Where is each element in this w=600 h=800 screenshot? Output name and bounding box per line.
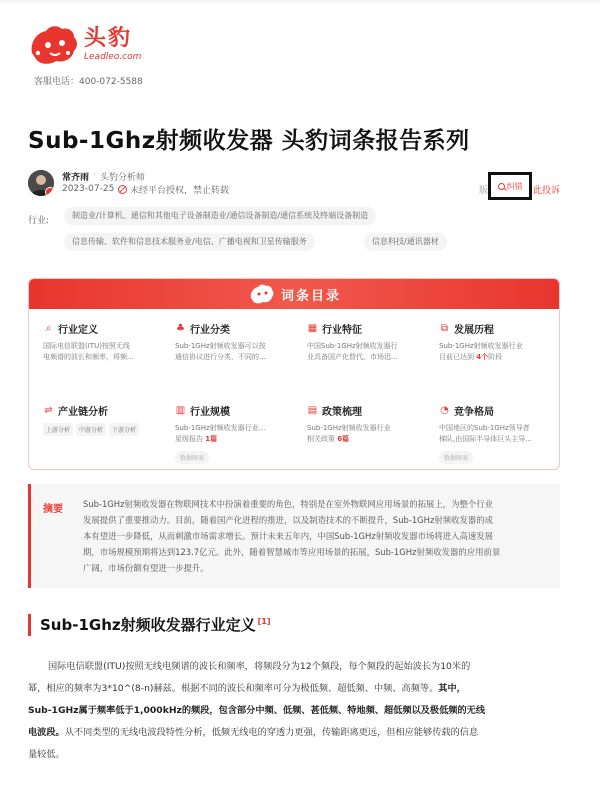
page-title: Sub-1Ghz射频收发器 头豹词条报告系列 <box>28 128 470 154</box>
midstream-tag[interactable]: 中游分析 <box>76 423 106 436</box>
section-title: Sub-1Ghz射频收发器行业定义 [1] <box>40 616 271 634</box>
catalog-item-title: 行业规模 <box>190 407 230 418</box>
correction-label: 纠错 <box>506 181 523 191</box>
reference-marker[interactable]: [1] <box>257 617 271 626</box>
policy-count: 6篇 <box>337 435 350 443</box>
catalog-item-policy[interactable] <box>307 403 425 445</box>
section-accent-bar <box>28 614 31 636</box>
catalog-title: 词条目录 <box>280 288 341 304</box>
correction-button[interactable] <box>488 172 532 200</box>
leopard-logo-icon <box>28 23 80 67</box>
ban-icon <box>118 185 127 194</box>
org-chart-icon: ♣ <box>176 323 185 334</box>
top-divider <box>0 0 600 3</box>
author-role: 头豹分析师 <box>100 173 146 183</box>
grid-icon: ▦ <box>307 323 318 334</box>
action-prefix-text: 版 <box>479 186 489 196</box>
catalog-item-title: 政策梳理 <box>322 407 362 418</box>
complaint-link[interactable]: 此投诉 <box>533 186 561 196</box>
catalog-item-desc: Sub-1GHz射频收发器行业 相关政策 6篇 <box>307 424 391 443</box>
data-chart-chip[interactable]: 数据图表 <box>439 451 473 464</box>
abstract-label: 摘要 <box>43 504 63 515</box>
catalog-item-title: 行业分类 <box>190 325 230 336</box>
timeline-icon: ⧉ <box>440 323 449 334</box>
catalog-item-history[interactable] <box>439 321 557 363</box>
catalog-item-chain[interactable] <box>43 403 161 436</box>
industry-tag[interactable]: 制造业/计算机、通信和其他电子设备制造业/通信设备制造/通信系统及终端设备制造 <box>64 207 376 225</box>
leadleo-logo[interactable] <box>28 20 158 70</box>
verified-badge-icon <box>45 187 54 196</box>
catalog-item-title: 发展历程 <box>454 325 494 336</box>
catalog-item-features[interactable] <box>307 321 425 363</box>
catalog-item-title: 产业链分析 <box>58 407 108 418</box>
chain-icon: ⇌ <box>44 405 53 416</box>
logo-domain: Leadleo.com <box>84 52 142 62</box>
catalog-item-desc: 中国Sub-1GHz射频收发器行 业具备国产化替代、市场迅... <box>307 342 398 361</box>
abstract-text: Sub-1GHz射频收发器在物联网技术中扮演着重要的角色，特别是在室外物联网应用场景的拓展上，为整个行业 发展提供了重要推动力。目前，随着国产化进程的推进，以及制造技术的不断提升，Sub-1GHz射频收发器的成 本有望进一步降低，从而刺激市场需求增长。预计未来五年内，中国Sub-1GHz射频收发器市场将进入高速发展 期，市场规模预期将达到123.7亿元。此外，随着智慧城市等应用场景的拓展，Sub-1GHz射频收发器的应用前景 广阔，市场份额有望进一步提升。 <box>83 499 501 573</box>
definition-paragraph: 国际电信联盟(ITU)按照无线电频谱的波长和频率，将频段分为12个频段，每个频段的起始波长为10米的 幂，相应的频率为3*10^(8-n)赫兹。根据不同的波长和频率可分为极低频、超低频、中频、高频等。其中， Sub-1GHz属于频率低于1,000kHz的频段，包含部分中频、低频、甚低频、特地频、超低频以及极低频的无线 电波段。从不同类型的无线电波段特性分析，低频无线电的穿透力更强，传输距离更远，但相应能够传载的信息 量较低。 <box>28 661 486 760</box>
stage-count: 4个 <box>476 353 489 361</box>
repost-notice <box>118 183 229 196</box>
data-chart-chip[interactable]: 数据图表 <box>175 451 209 464</box>
author-separator: · <box>93 170 96 180</box>
search-doc-icon: ⌕ <box>45 323 52 334</box>
magnifier-icon <box>498 183 505 190</box>
policy-icon: ▤ <box>307 405 318 416</box>
catalog-item-title: 行业特征 <box>322 325 362 336</box>
author-avatar[interactable] <box>28 170 54 196</box>
upstream-tag[interactable]: 上游分析 <box>43 423 73 436</box>
catalog-item-desc: 中国地区的Sub-1GHz领导者 梯队,由国际半导体巨头主导... <box>439 424 532 443</box>
catalog-card <box>28 278 560 470</box>
catalog-item-competition[interactable] <box>439 403 557 464</box>
author-name[interactable]: 常齐雨 <box>62 173 90 183</box>
catalog-item-desc: 国际电信联盟(ITU)按照无线 电频谱的波长和频率，将频... <box>43 342 134 361</box>
report-count: 1篇 <box>205 435 218 443</box>
industry-tag[interactable]: 信息科技/通讯器材 <box>364 233 447 251</box>
publish-date: 2023-07-25 <box>62 184 115 194</box>
logo-chinese-name: 头豹 <box>84 26 133 51</box>
catalog-header <box>29 279 560 309</box>
industry-label: 行业: <box>28 216 50 226</box>
leopard-mark-icon <box>249 283 275 305</box>
catalog-item-scale[interactable] <box>175 403 293 464</box>
customer-hotline: 客服电话：400-072-5588 <box>34 77 143 87</box>
pie-chart-icon: ◔ <box>440 405 449 416</box>
catalog-item-title: 行业定义 <box>58 325 98 336</box>
catalog-item-classification[interactable] <box>175 321 293 363</box>
industry-tag[interactable]: 信息传输、软件和信息技术服务业/电信、广播电视和卫星传输服务 <box>64 233 315 251</box>
catalog-item-desc: Sub-1GHz射频收发器可以按 通信协议进行分类，不同的... <box>175 342 266 361</box>
catalog-item-title: 竞争格局 <box>454 407 494 418</box>
catalog-item-desc: Sub-1GHz射频收发器行业... 星级报告 1篇 <box>175 424 266 443</box>
catalog-item-definition[interactable] <box>43 321 161 363</box>
abstract-box <box>28 484 560 588</box>
downstream-tag[interactable]: 下游分析 <box>109 423 139 436</box>
repost-notice-text: 未经平台授权，禁止转载 <box>130 186 230 196</box>
bar-chart-icon: ▥ <box>175 405 186 416</box>
catalog-item-desc: Sub-1GHz射频收发器行业 目前已达到 4个阶段 <box>439 342 523 361</box>
